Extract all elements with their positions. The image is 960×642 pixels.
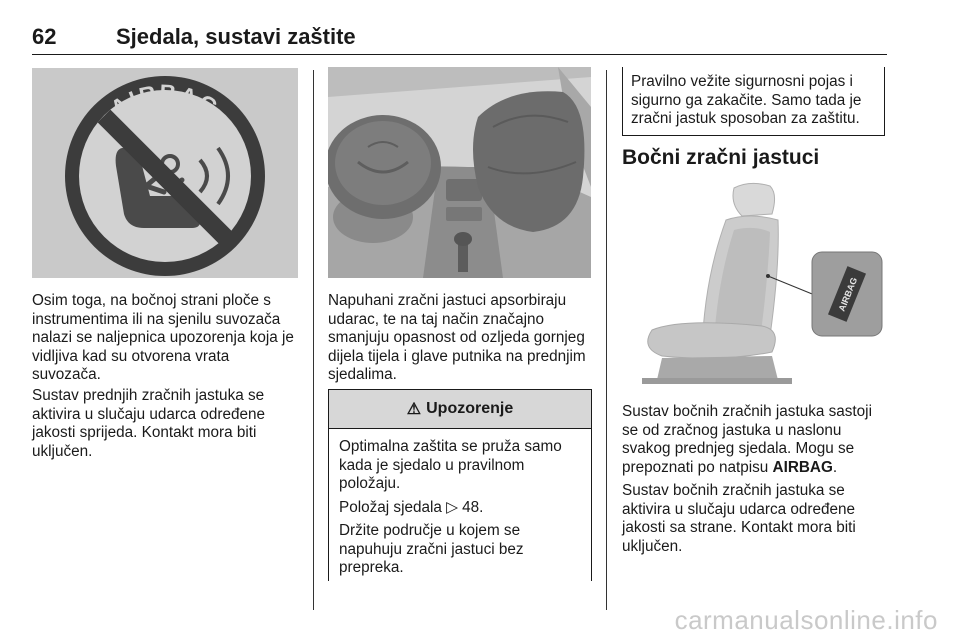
- warning-paragraph-1: Optimalna zaštita se pruža samo kada je sjedalo u pravilnom položaju.: [339, 438, 562, 492]
- page-title: Sjedala, sustavi zaštite: [116, 24, 356, 49]
- no-child-seat-icon: [32, 68, 298, 278]
- seatbelt-note-text: Pravilno vežite sigurnosni pojas i sigurno ga zakačite. Samo tada je zračni jastuk sposoban za zaštitu.: [631, 73, 862, 127]
- airbag-badge-label: AIRBAG: [836, 276, 860, 313]
- airbag-bold-term: AIRBAG: [772, 458, 833, 476]
- right-paragraph-2: Sustav bočnih zračnih jastuka se aktivira u slučaju udarca određene jakosti sa strane. Kontakt mora biti uključen.: [622, 482, 856, 555]
- column-divider: [606, 70, 607, 610]
- warning-paragraph-3: Držite područje u kojem se napuhuju zračni jastuci bez prepreka.: [339, 522, 524, 576]
- seat-with-side-airbag-illustration: [622, 180, 887, 390]
- warning-paragraph-2: [339, 499, 581, 518]
- left-paragraph-1: Osim toga, na bočnoj strani ploče s instrumentima ili na sjenilu suvozača nalazi se naljepnica upozorenja koja je vidljiva kad su otvorena vrata suvozača.: [32, 292, 294, 383]
- watermark: carmanualsonline.info: [674, 605, 938, 635]
- right-paragraph-1: [622, 403, 890, 477]
- left-paragraph-2: Sustav prednjih zračnih jastuka se aktivira u slučaju udarca određene jakosti sprijeda. Kontakt mora biti uključen.: [32, 387, 265, 460]
- page-number: 62: [32, 24, 57, 49]
- warning-triangle-icon: ⚠: [406, 401, 422, 418]
- column-divider: [313, 70, 314, 610]
- seatbelt-note-box: [622, 67, 885, 136]
- warning-title: Upozorenje: [426, 400, 514, 417]
- airbag-arc-label: AIRBAG: [105, 79, 225, 122]
- page-reference-icon: ▷: [446, 498, 458, 516]
- page-header: [32, 24, 887, 55]
- front-airbags-figure: [328, 67, 591, 278]
- side-airbag-seat-figure: [622, 180, 887, 390]
- inflated-airbags-illustration: [328, 67, 591, 278]
- warning-header: [329, 389, 591, 429]
- section-title: Bočni zračni jastuci: [622, 146, 820, 169]
- middle-paragraph-1: Napuhani zračni jastuci apsorbiraju udarac, te na taj način značajno smanjuju opasnost od ozljeda gornjeg dijela tijela i glave putnika na prednjim sjedalima.: [328, 292, 586, 383]
- right-paragraph-1-text: Sustav bočnih zračnih jastuka sastoji se od zračnog jastuka u naslonu svakog prednjeg sjedala. Mogu se prepoznati po natpisu: [622, 403, 872, 476]
- airbag-warning-figure: [32, 68, 298, 278]
- period: .: [832, 458, 838, 476]
- page-reference-link[interactable]: 48.: [462, 498, 484, 516]
- warning-box: [328, 389, 592, 581]
- seat-position-text: Položaj sjedala: [339, 498, 442, 516]
